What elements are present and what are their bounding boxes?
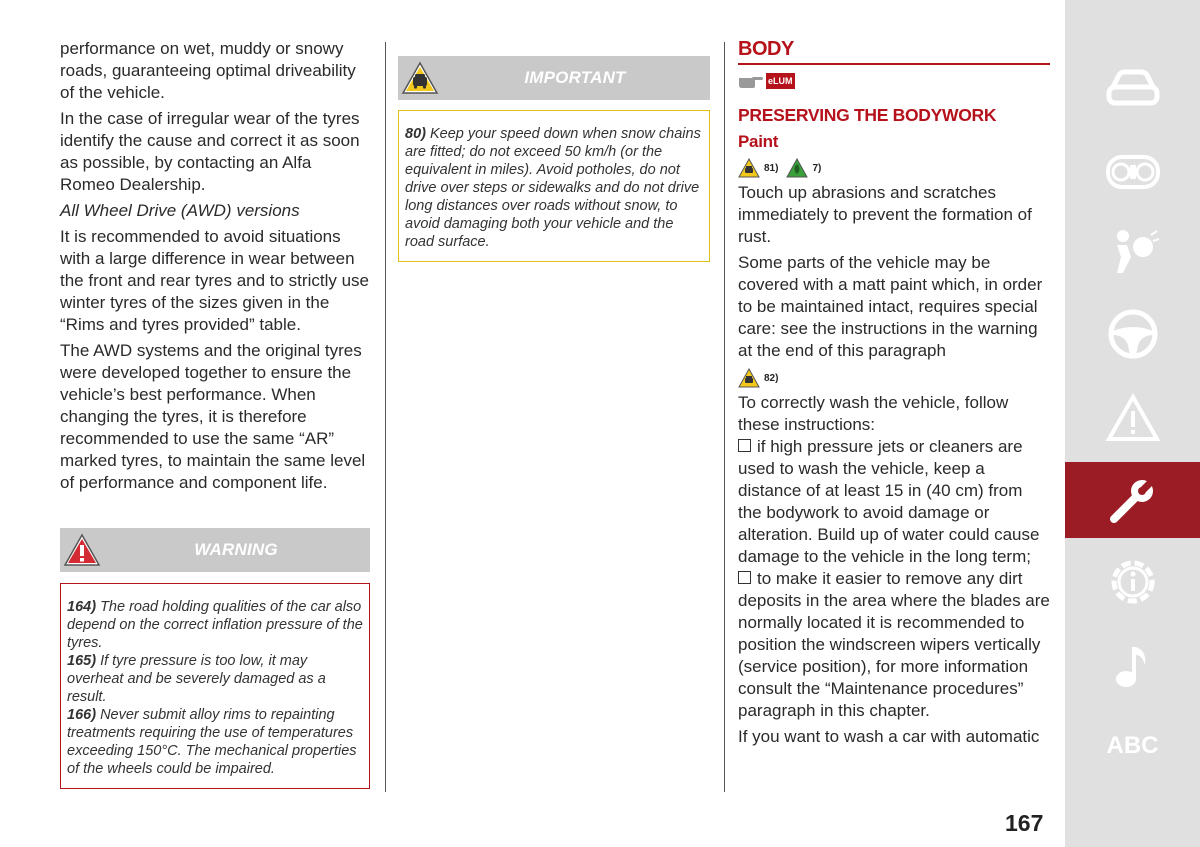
subsection-heading: Paint <box>738 132 779 151</box>
paragraph: Some parts of the vehicle may be covered with a matt paint which, in order to be maintained intact, requires special care: see the instructions in the warning at the end of this paragraph <box>738 253 1043 360</box>
important-car-icon <box>738 368 760 388</box>
sidebar-item-maintenance[interactable] <box>1065 462 1200 538</box>
bullet-text: to make it easier to remove any dirt deposits in the area where the blades are normally located it is recommended to position the windscreen wipers vertically (service position), for more information consult the “Maintenance procedures” paragraph in this chapter. <box>738 569 1050 720</box>
paragraph: If you want to wash a car with automatic <box>738 727 1040 746</box>
important-car-icon <box>400 60 440 96</box>
page-number: 167 <box>1005 810 1044 836</box>
bullet-box-icon <box>738 439 751 452</box>
important-banner <box>398 56 710 100</box>
elum-tag: eLUM <box>766 73 795 89</box>
column-right <box>738 38 1050 752</box>
bullet-item <box>738 568 1050 722</box>
music-note-icon <box>1109 641 1157 691</box>
steering-wheel-icon <box>1106 307 1160 361</box>
important-item <box>405 125 705 251</box>
bullet-box-icon <box>738 571 751 584</box>
paragraph: To correctly wash the vehicle, follow these instructions: <box>738 393 1009 434</box>
column-left <box>60 38 370 777</box>
sidebar-item-safety[interactable] <box>1065 214 1200 290</box>
edition-marker <box>738 71 1050 91</box>
dashboard-icon <box>1105 152 1161 192</box>
warning-number: 166) <box>67 707 97 723</box>
column-divider <box>724 42 725 792</box>
chapter-sidebar <box>1065 0 1200 847</box>
airbag-icon <box>1105 227 1161 277</box>
bullet-text: if high pressure jets or cleaners are used to wash the vehicle, keep a distance of at least 15 in (40 cm) from the bodywork to avoid damage or alteration. Build up of water could cause damage to the vehicle in the long term; <box>738 437 1040 566</box>
reference-number: 82) <box>764 372 779 384</box>
warning-banner <box>60 528 370 572</box>
info-gear-icon <box>1105 554 1161 610</box>
warning-text: If tyre pressure is too low, it may overheat and be severely damaged as a result. <box>67 653 326 705</box>
warning-icon <box>1105 393 1161 443</box>
paragraph: The AWD systems and the original tyres were developed together to ensure the vehicle’s best performance. When changing the tyres, it is therefore recommended to use the same “AR” marked tyres, to maintain the same level of performance and component life. <box>60 341 366 492</box>
paragraph: It is recommended to avoid situations with a large difference in wear between the front and rear tyres and to strictly use winter tyres of the sizes given in the “Rims and tyres provided” table. <box>60 227 369 334</box>
warning-item <box>67 652 365 706</box>
warning-item <box>67 598 365 652</box>
section-heading: PRESERVING THE BODYWORK <box>738 105 997 125</box>
section-title: BODY <box>738 38 1050 65</box>
warning-number: 164) <box>67 599 97 615</box>
reference-number: 81) <box>764 162 779 174</box>
column-divider <box>385 42 386 792</box>
environment-icon <box>786 158 808 178</box>
important-text: Keep your speed down when snow chains are fitted; do not exceed 50 km/h (or the equivalent in miles). Avoid potholes, do not drive over steps or sidewalks and do not drive long distances over roads without snow, to avoid damaging both your vehicle and the road surface. <box>405 126 701 250</box>
sidebar-item-multimedia[interactable] <box>1065 628 1200 704</box>
warning-triangle-icon <box>62 532 102 568</box>
warning-label: WARNING <box>194 540 278 559</box>
index-abc-label: ABC <box>1106 732 1159 759</box>
important-label: IMPORTANT <box>524 68 626 87</box>
reference-number: 7) <box>812 162 822 174</box>
paragraph: performance on wet, muddy or snowy roads, guaranteeing optimal driveability of the vehicle. <box>60 39 356 102</box>
paragraph: In the case of irregular wear of the tyres identify the cause and correct it as soon as possible, by contacting an Alfa Romeo Dealership. <box>60 109 360 194</box>
sidebar-item-emergency[interactable] <box>1065 380 1200 456</box>
warning-box <box>60 583 370 789</box>
sidebar-item-driving[interactable] <box>1065 296 1200 372</box>
subheading: All Wheel Drive (AWD) versions <box>60 201 300 220</box>
pointing-hand-icon <box>738 73 764 89</box>
sidebar-item-index[interactable] <box>1065 708 1200 784</box>
paragraph: Touch up abrasions and scratches immediately to prevent the formation of rust. <box>738 183 1032 246</box>
reference-line <box>738 156 1050 180</box>
wrench-icon <box>1106 473 1160 527</box>
bullet-item <box>738 436 1050 568</box>
warning-text: Never submit alloy rims to repainting treatments requiring the use of temperatures exceeding 150°C. The mechanical properties of the wheels could be impaired. <box>67 707 357 777</box>
important-box <box>398 110 710 262</box>
warning-item <box>67 706 365 778</box>
important-number: 80) <box>405 126 426 142</box>
sidebar-item-instruments[interactable] <box>1065 134 1200 210</box>
warning-text: The road holding qualities of the car also depend on the correct inflation pressure of the tyres. <box>67 599 363 651</box>
reference-line <box>738 366 1050 390</box>
warning-number: 165) <box>67 653 97 669</box>
sidebar-item-technical-data[interactable] <box>1065 544 1200 620</box>
car-icon <box>1105 67 1161 109</box>
sidebar-item-car[interactable] <box>1065 50 1200 126</box>
important-car-icon <box>738 158 760 178</box>
